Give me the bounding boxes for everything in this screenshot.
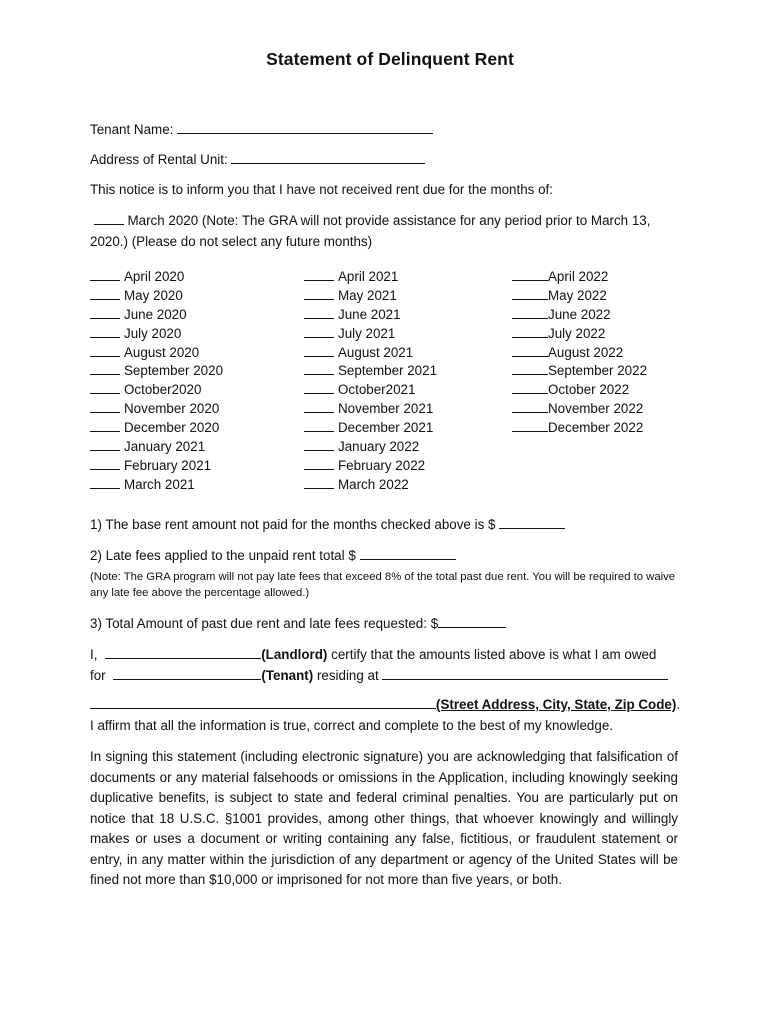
month-item [304,476,437,495]
month-checkbox-blank[interactable] [90,457,120,470]
month-item [512,325,647,344]
affirm-text: I affirm that all the information is true, correct and complete to the best of my knowledge. [90,718,613,733]
month-checkbox-blank[interactable] [512,268,548,281]
month-label: May 2020 [124,287,183,303]
tenant-name-label: Tenant Name: [90,122,174,137]
month-checkbox-blank[interactable] [512,362,548,375]
month-item [90,381,223,400]
month-label: January 2022 [338,439,420,455]
month-label: November 2020 [124,401,220,417]
month-checkbox-blank[interactable] [90,419,120,432]
months-column-2022 [512,268,647,438]
certify-line-2 [90,667,668,683]
month-label: September 2022 [548,363,648,379]
tenant-label: (Tenant) [261,668,314,683]
month-label: November 2022 [548,401,644,417]
certify-line-1 [90,646,656,662]
month-item [304,362,437,381]
month-checkbox-blank[interactable] [512,419,548,432]
march-2020-checkbox[interactable] [94,212,124,225]
month-label: July 2021 [338,325,396,341]
month-item [512,287,647,306]
month-label: July 2020 [124,325,182,341]
page-title: Statement of Delinquent Rent [266,49,514,69]
month-label: June 2022 [548,306,611,322]
month-label: November 2021 [338,401,434,417]
month-checkbox-blank[interactable] [90,381,120,394]
total-line [90,615,506,631]
base-rent-line [90,516,565,532]
base-rent-field[interactable] [499,516,565,529]
month-checkbox-blank[interactable] [304,400,334,413]
month-checkbox-blank[interactable] [304,381,334,394]
month-label: October2021 [338,382,416,398]
month-item [304,325,437,344]
late-fees-field[interactable] [360,547,456,560]
month-label: June 2020 [124,306,187,322]
month-item [304,419,437,438]
month-item [512,381,647,400]
month-label: September 2021 [338,363,438,379]
month-label: December 2022 [548,420,644,436]
month-item [90,400,223,419]
month-checkbox-blank[interactable] [304,268,334,281]
month-label: May 2021 [338,287,397,303]
month-label: April 2022 [548,269,609,284]
month-label: August 2022 [548,344,624,360]
late-fees-text: 2) Late fees applied to the unpaid rent total $ [90,548,356,563]
month-checkbox-blank[interactable] [304,344,334,357]
month-label: July 2022 [548,325,606,341]
month-item [90,344,223,363]
month-item [90,306,223,325]
tenant-field[interactable] [113,667,261,680]
landlord-label: (Landlord) [261,647,328,662]
certify-for: for [90,668,106,683]
month-item [304,400,437,419]
month-item [512,306,647,325]
residence-field[interactable] [382,667,668,680]
address-line [90,151,425,167]
signing-statement: In signing this statement (including electronic signature) you are acknowledging that falsification of documents or any material falsehoods or omissions in the Application, including knowingly seeking duplicative benefits, is subject to state and federal criminal penalties. You are particularly put on notice that 18 U.S.C. §1001 provides, among other things, that whoever knowingly and willingly makes or uses a document or writing containing any false, fictitious, or fraudulent statement or entry, in any matter within the jurisdiction of any department or agency of the United States will be fined not more than $10,000 or imprisoned for not more than five years, or both. [90,749,678,887]
months-column-2021 [304,268,437,495]
months-column-2020 [90,268,223,495]
month-label: October 2022 [548,382,630,398]
month-item [304,438,437,457]
month-item [90,419,223,438]
month-checkbox-blank[interactable] [512,400,548,413]
month-label: December 2020 [124,420,220,436]
month-label: May 2022 [548,287,607,303]
month-label: March 2022 [338,476,409,492]
street-address-label: (Street Address, City, State, Zip Code) [436,697,677,712]
street-address-period: . [676,697,681,712]
late-fees-line [90,547,456,563]
march-2020-text: March 2020 (Note: The GRA will not provide assistance for any period prior to March 13, 2020.) (Please do not select any future months) [90,213,651,249]
street-address-field[interactable] [90,696,436,709]
month-checkbox-blank[interactable] [90,400,120,413]
month-checkbox-blank[interactable] [512,381,548,394]
month-item [90,476,223,495]
month-checkbox-blank[interactable] [304,438,334,451]
month-label: October2020 [124,382,202,398]
month-item [90,325,223,344]
month-checkbox-blank[interactable] [304,457,334,470]
month-item [512,419,647,438]
late-fees-note: (Note: The GRA program will not pay late fees that exceed 8% of the total past due rent. You will be required to waive any late fee above the percentage allowed.) [90,571,676,599]
month-label: February 2022 [338,457,426,473]
month-item [90,287,223,306]
month-checkbox-blank[interactable] [304,476,334,489]
month-checkbox-blank[interactable] [90,287,120,300]
month-item [304,381,437,400]
certify-residing: residing at [316,668,379,683]
month-checkbox-blank[interactable] [90,344,120,357]
month-label: December 2021 [338,420,434,436]
month-label: September 2020 [124,363,224,379]
month-checkbox-blank[interactable] [90,268,120,281]
month-item [90,438,223,457]
address-field[interactable] [231,151,425,164]
month-checkbox-blank[interactable] [512,306,548,319]
month-checkbox-blank[interactable] [90,362,120,375]
month-label: January 2021 [124,439,206,455]
month-checkbox-blank[interactable] [304,362,334,375]
month-item [512,344,647,363]
month-item [304,268,437,287]
total-text: 3) Total Amount of past due rent and late fees requested: $ [90,616,439,631]
month-item [512,268,647,287]
month-item [512,362,647,381]
month-checkbox-blank[interactable] [512,344,548,357]
month-item [90,268,223,287]
certify-rest: certify that the amounts listed above is what I am owed [331,647,657,662]
month-checkbox-blank[interactable] [90,325,120,338]
landlord-name-field[interactable] [105,646,261,659]
notice-text: This notice is to inform you that I have not received rent due for the months of: [90,182,553,197]
month-item [304,344,437,363]
month-label: June 2021 [338,306,401,322]
month-checkbox-blank[interactable] [512,287,548,300]
tenant-name-line [90,121,433,137]
month-checkbox-blank[interactable] [90,438,120,451]
total-field[interactable] [438,615,506,628]
certify-i: I, [90,647,98,662]
month-item [512,400,647,419]
month-item [304,457,437,476]
month-checkbox-blank[interactable] [304,325,334,338]
street-address-line [90,696,680,712]
tenant-name-field[interactable] [177,121,433,134]
month-item [90,362,223,381]
month-label: August 2020 [124,344,200,360]
month-checkbox-blank[interactable] [512,325,548,338]
base-rent-text: 1) The base rent amount not paid for the months checked above is $ [90,517,496,532]
march-2020-item [90,211,678,252]
month-item [304,306,437,325]
month-item [304,287,437,306]
month-label: April 2020 [124,269,185,284]
month-label: April 2021 [338,269,399,284]
month-item [90,457,223,476]
address-label: Address of Rental Unit: [90,152,228,167]
month-label: February 2021 [124,457,212,473]
month-label: August 2021 [338,344,414,360]
month-checkbox-blank[interactable] [304,419,334,432]
month-checkbox-blank[interactable] [304,287,334,300]
month-checkbox-blank[interactable] [304,306,334,319]
month-checkbox-blank[interactable] [90,306,120,319]
month-checkbox-blank[interactable] [90,476,120,489]
month-label: March 2021 [124,476,195,492]
